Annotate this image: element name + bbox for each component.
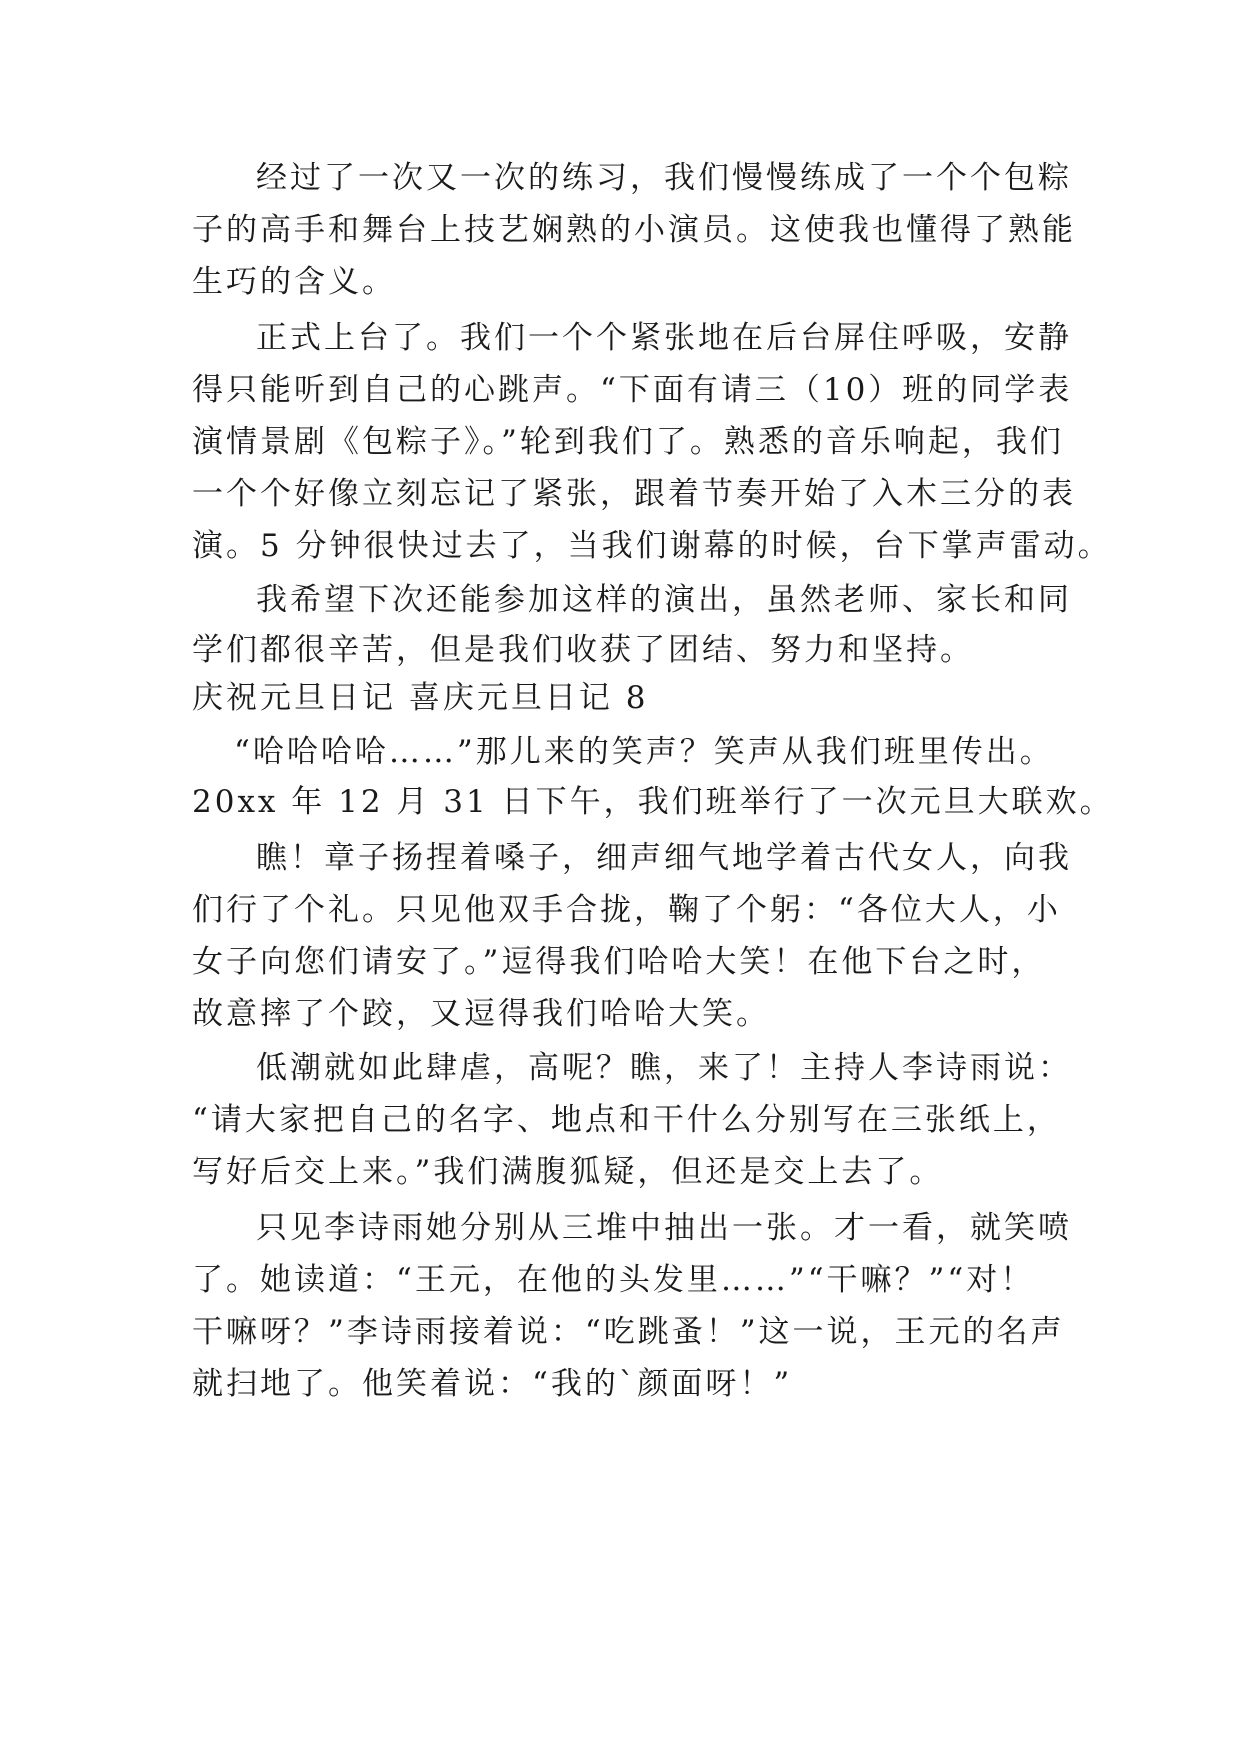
- text-line: 们行了个礼。只见他双手合拢，鞠了个躬：“各位大人，小: [192, 892, 1061, 928]
- text-line: “哈哈哈哈……”那儿来的笑声？笑声从我们班里传出。: [234, 734, 1054, 770]
- text-line: 20xx 年 12 月 31 日下午，我们班举行了一次元旦大联欢。: [192, 784, 1114, 820]
- text-line: 经过了一次又一次的练习，我们慢慢练成了一个个包粽: [256, 160, 1072, 196]
- text-line: 演。5 分钟很快过去了，当我们谢幕的时候，台下掌声雷动。: [192, 528, 1112, 564]
- text-line: 女子向您们请安了。”逗得我们哈哈大笑！在他下台之时，: [192, 944, 1046, 980]
- text-line: 就扫地了。他笑着说：“我的`颜面呀！”: [192, 1366, 793, 1402]
- text-line: 得只能听到自己的心跳声。“下面有请三（10）班的同学表: [192, 372, 1073, 408]
- text-line: 只见李诗雨她分别从三堆中抽出一张。才一看，就笑喷: [256, 1210, 1072, 1246]
- text-line: 故意摔了个跤，又逗得我们哈哈大笑。: [192, 996, 770, 1032]
- text-line: 一个个好像立刻忘记了紧张，跟着节奏开始了入木三分的表: [192, 476, 1076, 512]
- text-line: 干嘛呀？”李诗雨接着说：“吃跳蚤！”这一说，王元的名声: [192, 1314, 1065, 1350]
- text-line: “请大家把自己的名字、地点和干什么分别写在三张纸上，: [192, 1102, 1061, 1138]
- text-line: 子的高手和舞台上技艺娴熟的小演员。这使我也懂得了熟能: [192, 212, 1076, 248]
- text-line: 写好后交上来。”我们满腹狐疑，但还是交上去了。: [192, 1154, 944, 1190]
- text-line: 瞧！章子扬捏着嗓子，细声细气地学着古代女人，向我: [256, 840, 1072, 876]
- text-line: 了。她读道：“王元，在他的头发里……”“干嘛？”“对！: [192, 1262, 1035, 1298]
- text-line: 我希望下次还能参加这样的演出，虽然老师、家长和同: [256, 582, 1072, 618]
- section-heading: 庆祝元旦日记 喜庆元旦日记 8: [192, 680, 649, 716]
- text-line: 低潮就如此肆虐，高呢？瞧，来了！主持人李诗雨说：: [256, 1050, 1072, 1086]
- text-line: 生巧的含义。: [192, 264, 396, 300]
- text-line: 学们都很辛苦，但是我们收获了团结、努力和坚持。: [192, 632, 974, 668]
- text-line: 演情景剧《包粽子》。”轮到我们了。熟悉的音乐响起，我们: [192, 424, 1064, 460]
- text-line: 正式上台了。我们一个个紧张地在后台屏住呼吸，安静: [256, 320, 1072, 356]
